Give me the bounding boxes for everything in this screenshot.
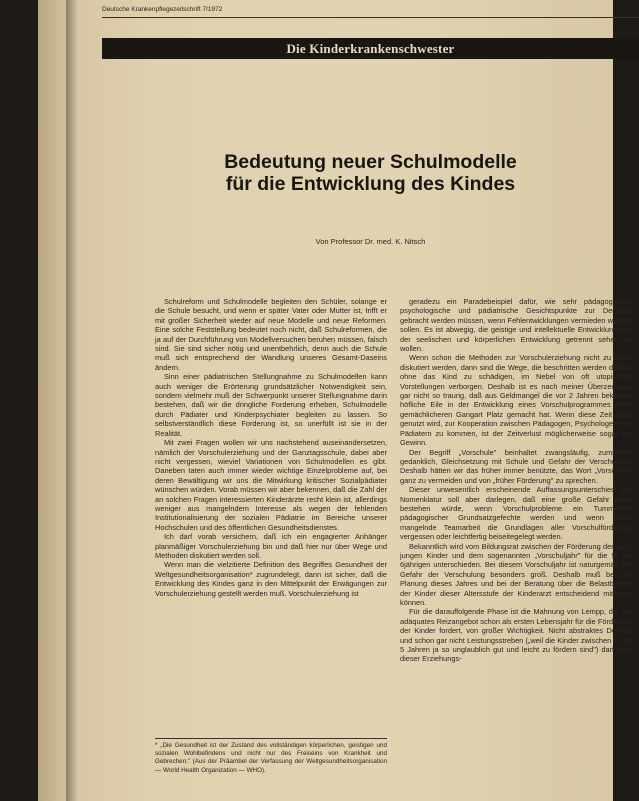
article-author: Von Professor Dr. med. K. Nitsch <box>315 237 426 246</box>
paragraph: Für die darauffolgende Phase ist die Mahnung von Lempp, der ein adäquates Reizangebot schon als ersten Lebensjahr für die Förderung der Kinder fordert, von großer Wichtigkeit. Nicht abstraktes Denken und schon gar nicht Leistungsstreben („weil die Kinder zwischen 2 und 5 Jahren ja so unglaublich gut und leicht zu fördern sind") darf über dieser Erziehungs- <box>400 607 632 664</box>
journal-name: Deutsche Krankenpflegezeitschrift 7/1972 <box>102 6 223 13</box>
right-column <box>400 297 632 797</box>
paragraph: Wenn schon die Methoden zur Vorschulerziehung nicht zu Ende diskutiert werden, dann sind die Wege, die beschritten werden dürfen, ohne das Kind zu schädigen, im Nebel von oft utopischen Vorstellungen verborgen. Deshalb ist es nach meiner Überzeugung gar nicht so traurig, daß aus Geldmangel die vor 2 Jahren bekannte höfliche Eile in der Entwicklung eines Vorschulprogrammes einer gemächlicheren Gangart Platz gemacht hat. Wenn diese Zeit dazu genutzt wird, zur Kooperation zwischen Pädagogen, Psychologen und Pädiatern zu kommen, ist der Zeitverlust möglicherweise sogar ein Gewinn. <box>400 353 632 448</box>
article-title-line-2: für die Entwicklung des Kindes <box>225 173 516 195</box>
page-number: 379 <box>626 6 637 13</box>
article-title <box>102 151 639 195</box>
section-banner-title: Die Kinderkrankenschwester <box>286 40 455 56</box>
footnote-rule <box>155 738 387 739</box>
paragraph: Mit zwei Fragen wollen wir uns nachstehend auseinandersetzen, nämlich der Vorschulerziehung und der Ganztagsschule, dabei aber nicht vergessen, wieviel Variationen von Schulmodellen es gibt. Daneben taten auch immer wieder wichtige Einzelprobleme auf, bei deren Bewältigung wir uns die Mitwirkung kritischer Sozialpädiater wünschen würden. Vorab müssen wir aber bekennen, daß die Zahl der an solchen Fragen interessierten Kinderärzte recht klein ist, allerdings weniger aus mangelndem Interesse als wegen der fehlenden Institutionalisierung der sozialen Pädiatrie im Bereiche unserer Hochschulen und des öffentlichen Gesundheitsdienstes. <box>155 438 387 532</box>
page-binding-shadow <box>66 0 78 801</box>
paragraph: Wenn man die vielzitierte Definition des Begriffes Gesundheit der Weltgesundheitsorganisation* zugrundelegt, dann ist sicher, daß die Entwicklung des Kindes ganz in den Mittelpunkt der Erwägungen zur Vorschulerziehung gestellt werden muß. Vorschulerziehung ist <box>155 560 387 598</box>
paragraph: Der Begriff „Vorschule" beinhaltet zwangsläufig, zumindest gedanklich, Gleichsetzung mit Schule und Gefahr der Verschulung. Deshalb hätten wir das früher immer benützte, das Wort „Vorschule" ganz zu vermeiden und von „früher Förderung" zu sprechen. <box>400 447 632 485</box>
header-rule <box>102 17 639 18</box>
section-banner <box>102 38 639 59</box>
paragraph: Sinn einer pädiatrischen Stellungnahme zu Schulmodellen kann auch weniger die Erörterung grundsätzlicher Notwendigkeit sein, sondern vielmehr muß der Schwerpunkt unserer Stellungnahme darin bestehen, daß wir die dringliche Forderung erheben, Schulmodelle durch Pädiater und Kinderpsychiater begleiten zu lassen. So selbstverständlich diese Forderung ist, so unerfüllt ist sie in der Realität. <box>155 372 387 438</box>
left-column <box>155 297 387 727</box>
running-head <box>102 6 637 16</box>
paragraph: geradezu ein Paradebeispiel dafür, wie sehr pädagogische, psychologische und pädiatrische Gesichtspunkte zur Deckung gebracht werden müssen, wenn Fehlentwicklungen vermieden werden sollen. Es ist abwegig, die geistige und intellektuelle Entwicklung von der seelischen und körperlichen Entwicklung getrennt sehen zu wollen. <box>400 297 632 354</box>
magazine-page <box>38 0 637 801</box>
paragraph: Ich darf vorab versichern, daß ich ein engagierter Anhänger planmäßiger Vorschulerziehung bin und daß hier nur über Wege und Methoden diskutiert werden soll. <box>155 532 387 560</box>
paragraph: Dieser unwesentlich erscheinende Auffassungsunterschied zur Nomenklatur soll aber darlegen, daß eine große Gefahr darin bestehen würde, wenn Vorschulprobleme ein Tummelfeld pädagogischer Grundsatzgefechte werden und wenn durch mangelnde Teamarbeit die Grundlagen aller Vorschulförderung vergessen oder leichtfertig beiseitegelegt werden. <box>400 485 632 542</box>
paragraph: Bekanntlich wird vom Bildungsrat zwischen der Förderung der ganz jungen Kinder und dem sogenannten „Vorschuljahr" für die 5- bis 6jährigen unterschieden. Bei diesem Vorschuljahr ist naturgemäß die Gefahr der Verschulung besonders groß. Deshalb muß bei der Planung dieses Jahres und bei der Beratung über die Belastbarkeit der Kinder dieser Altersstufe der Kinderarzt entscheidend mitreden können. <box>400 541 632 607</box>
paragraph: Schulreform und Schulmodelle begleiten den Schüler, solange er die Schule besucht, und wenn er später Vater oder Mutter ist, trifft er mit großer Sicherheit wieder auf neue Modelle und neue Reformen. Eine solche Feststellung bedeutet noch nicht, daß Schulreformen, die ja auf der Durchführung von Modellversuchen beruhen müssen, falsch sind. Sie sind sicher nötig und unentbehrlich, denn auch die Schule muß sich entsprechend der Wandlung unseres Gesamt-Daseins ändern. <box>155 297 387 372</box>
article-title-line-1: Bedeutung neuer Schulmodelle <box>224 151 517 173</box>
footnote: * „Die Gesundheit ist der Zustand des vollständigen körperlichen, geistigen und sozialen Wohlbefindens und nicht nur des Freiseins von Krankheit und Gebrechen." (Aus der Präambel der Verfassung der Weltgesundheitsorganisation — World Health Organization — WHO). <box>155 742 387 774</box>
